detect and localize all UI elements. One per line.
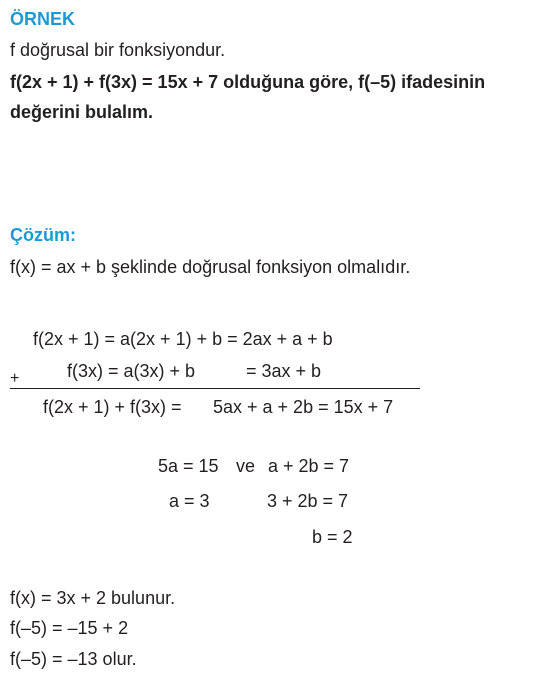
system-eq2-left: a = 3	[169, 491, 210, 511]
example-question-line-2: değerini bulalım.	[10, 102, 154, 122]
addition-sum-left: f(2x + 1) + f(3x) =	[43, 397, 182, 417]
addition-row-2-left: f(3x) = a(3x) + b	[67, 361, 196, 381]
solution-intro: f(x) = ax + b şeklinde doğrusal fonksiyon olmalıdır.	[10, 257, 411, 277]
addition-row-1: f(2x + 1) = a(2x + 1) + b = 2ax + a + b	[33, 329, 333, 349]
system-eq1-right: a + 2b = 7	[268, 456, 350, 476]
plus-sign: +	[10, 370, 20, 387]
result-line-2: f(–5) = –15 + 2	[10, 618, 129, 638]
system-connector: ve	[236, 456, 256, 476]
solution-heading: Çözüm:	[10, 225, 76, 245]
example-intro: f doğrusal bir fonksiyondur.	[10, 40, 226, 60]
system-eq2-right: 3 + 2b = 7	[267, 491, 349, 511]
addition-sum-right: 5ax + a + 2b = 15x + 7	[213, 397, 394, 417]
addition-rule	[10, 388, 420, 389]
example-heading: ÖRNEK	[10, 9, 76, 29]
addition-row-2-right: = 3ax + b	[246, 361, 322, 381]
example-question-line-1: f(2x + 1) + f(3x) = 15x + 7 olduğuna göre, f(–5) ifadesinin	[10, 72, 486, 92]
system-eq1-left: 5a = 15	[158, 456, 219, 476]
system-eq3-right: b = 2	[312, 527, 353, 547]
result-line-3: f(–5) = –13 olur.	[10, 649, 137, 669]
result-line-1: f(x) = 3x + 2 bulunur.	[10, 588, 176, 608]
